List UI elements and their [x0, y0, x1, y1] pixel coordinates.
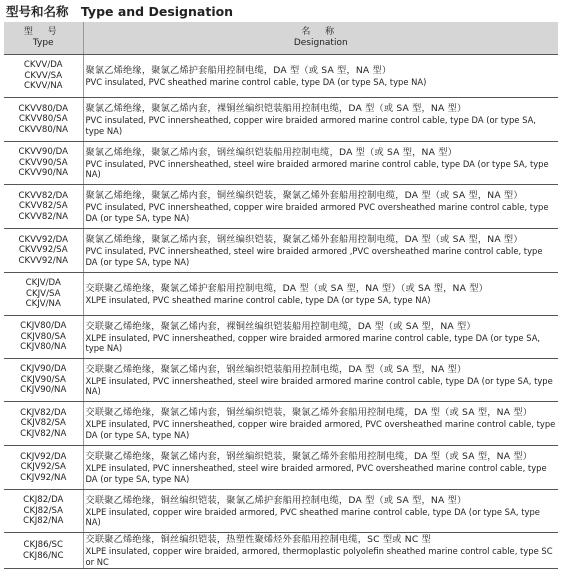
- type-code: CKVV92/DA: [18, 234, 69, 245]
- designation-cell: [83, 316, 558, 359]
- type-cell: [4, 446, 83, 490]
- designation-en: XLPE insulated, PVC innersheathed, steel wire braided armored, PVC oversheathed marine control cable, type DA (or type SA, type NA): [85, 463, 547, 484]
- designation-cell: [83, 229, 558, 273]
- type-code: CKJV82/SA: [20, 418, 66, 429]
- designation-cell: [83, 402, 558, 446]
- type-cell: [4, 98, 83, 142]
- designation-en: XLPE insulated, copper wire braided armored, PVC sheathed marine control cable, type DA (or type SA, type NA): [85, 506, 540, 527]
- type-code: CKJV82/DA: [20, 407, 67, 418]
- designation-zh: 交联聚乙烯绝缘，铜丝编织铠装，聚氯乙烯护套船用控制电缆，DA 型（或 SA 型，NA 型）: [85, 494, 467, 506]
- designation-en: PVC insulated, PVC innersheathed, copper wire braided armored PVC oversheathed marine control cable, type DA (or type SA, type NA): [85, 202, 549, 223]
- type-code: CKJV92/SA: [20, 462, 66, 473]
- header-type: [4, 22, 83, 55]
- page-title: [6, 3, 233, 21]
- type-code: CKJV80/NA: [20, 342, 67, 353]
- designation-cell: [83, 185, 558, 229]
- designation-zh: 交联聚乙烯绝缘，聚氯乙烯内套，钢丝编织铠装，聚氯乙烯外套船用控制电缆，DA 型（或 SA 型，NA 型）: [85, 451, 533, 462]
- type-cell: [4, 273, 83, 316]
- type-code: CKVV92/NA: [18, 255, 69, 266]
- header-type-zh: 型 号: [23, 27, 63, 37]
- table-row: [4, 273, 558, 316]
- type-code: CKJV90/SA: [20, 374, 66, 385]
- designation-en: XLPE insulated, PVC innersheathed, copper wire braided armored, PVC oversheathed marine control cable, type DA (or type SA, type NA): [85, 419, 556, 440]
- type-code: CKJV82/NA: [20, 428, 67, 439]
- designation-en: PVC insulated, PVC innersheathed, copper wire braided armored marine control cable, type DA (or type SA, type NA): [85, 115, 536, 136]
- type-code: CKVV90/NA: [18, 168, 69, 179]
- header-designation: [83, 22, 558, 55]
- designation-zh: 聚氯乙烯绝缘，聚氯乙烯内套，铜丝编织铠装，聚氯乙烯外套船用控制电缆，DA 型（或 SA 型，NA 型）: [85, 190, 523, 201]
- table-row: [4, 185, 558, 229]
- designation-zh: 交联聚乙烯绝缘，聚氯乙烯内套，裸铜丝编织铠装船用控制电缆，DA 型（或 SA 型，NA 型）: [85, 320, 476, 332]
- designation-cell: [83, 490, 558, 533]
- table-row: [4, 359, 558, 402]
- designation-zh: 交联聚乙烯绝缘，聚氯乙烯护套船用控制电缆，DA 型（或 SA 型，NA 型）（或 SA 型，NA 型）: [85, 282, 489, 294]
- type-code: CKJV92/DA: [20, 451, 67, 462]
- type-cell: [4, 533, 83, 569]
- designation-cell: [83, 359, 558, 402]
- page-title-en: Type and Designation: [80, 4, 234, 19]
- type-code: CKJV80/DA: [20, 321, 67, 332]
- designation-en: XLPE insulated, PVC innersheathed, steel wire braided armored marine control cable, type DA (or type SA, type NA): [85, 375, 553, 396]
- designation-en: PVC insulated, PVC sheathed marine control cable, type DA (or type SA, type NA): [85, 76, 427, 87]
- table-header-row: [4, 22, 558, 55]
- table-row: [4, 98, 558, 142]
- table-row: [4, 316, 558, 359]
- table-row: [4, 229, 558, 273]
- type-cell: [4, 55, 83, 98]
- type-cell: [4, 142, 83, 185]
- type-code: CKJV90/DA: [20, 364, 67, 375]
- type-cell: [4, 229, 83, 273]
- type-code: CKJV80/SA: [20, 331, 66, 342]
- type-code: CKVV/NA: [23, 81, 63, 92]
- table-row: [4, 533, 558, 569]
- designation-en: PVC insulated, PVC innersheathed, steel wire braided armored marine control cable, type DA (or type SA, type NA): [85, 158, 549, 179]
- type-cell: [4, 359, 83, 402]
- type-code: CKVV90/SA: [18, 157, 68, 168]
- header-type-en: Type: [32, 38, 54, 48]
- type-code: CKJV92/NA: [20, 472, 67, 483]
- header-designation-en: Designation: [293, 38, 348, 48]
- type-cell: [4, 316, 83, 359]
- type-code: CKJV90/NA: [20, 385, 67, 396]
- type-cell: [4, 185, 83, 229]
- type-code: CKVV80/DA: [18, 103, 69, 114]
- table-row: [4, 402, 558, 446]
- designation-zh: 聚氯乙烯绝缘，聚氯乙烯内套，钢丝编织铠装船用控制电缆，DA 型（或 SA 型，NA 型）: [85, 146, 457, 158]
- type-code: CKJ82/DA: [23, 495, 64, 506]
- type-cell: [4, 402, 83, 446]
- designation-en: XLPE insulated, PVC sheathed marine control cable, type DA (or type SA, type NA): [85, 294, 431, 305]
- designation-zh: 交联聚乙烯绝缘，聚氯乙烯内套，铜丝编织铠装，聚氯乙烯外套船用控制电缆，DA 型（或 SA 型，NA 型）: [85, 407, 533, 418]
- type-code: CKVV82/SA: [18, 201, 68, 212]
- type-code: CKVV82/DA: [18, 190, 69, 201]
- type-code: CKVV/SA: [24, 70, 63, 81]
- designation-zh: 聚氯乙烯绝缘，聚氯乙烯内套，裸铜丝编织铠装船用控制电缆，DA 型（或 SA 型，NA 型）: [85, 103, 467, 114]
- type-designation-table: [4, 22, 558, 569]
- table-body: [4, 55, 558, 569]
- type-code: CKVV90/DA: [18, 147, 69, 158]
- designation-cell: [83, 142, 558, 185]
- table-row: [4, 490, 558, 533]
- type-code: CKVV92/SA: [18, 245, 68, 256]
- type-code: CKJ82/NA: [23, 516, 64, 527]
- table-row: [4, 142, 558, 185]
- type-code: CKVV/DA: [23, 60, 63, 71]
- type-cell: [4, 490, 83, 533]
- designation-cell: [83, 98, 558, 142]
- designation-zh: 交联聚乙烯绝缘，聚氯乙烯内套，钢丝编织铠装船用控制电缆，DA 型（或 SA 型，NA 型）: [85, 363, 467, 375]
- type-code: CKJ86/NC: [23, 550, 64, 561]
- designation-cell: [83, 55, 558, 98]
- designation-en: PVC insulated, PVC innersheathed, steel wire braided armored ,PVC oversheathed marine control cable, type DA (or type SA, type NA): [85, 246, 543, 267]
- designation-zh: 交联聚乙烯绝缘，铜丝编织铠装，热塑性聚烯烃外套船用控制电缆，SC 型或 NC 型: [85, 534, 431, 545]
- table-row: [4, 55, 558, 98]
- type-code: CKJV/DA: [25, 278, 61, 289]
- type-code: CKJV/SA: [26, 288, 61, 299]
- type-code: CKVV80/SA: [18, 114, 68, 125]
- type-code: CKVV80/NA: [18, 124, 69, 135]
- designation-zh: 聚氯乙烯绝缘，聚氯乙烯内套，钢丝编织铠装，聚氯乙烯外套船用控制电缆，DA 型（或 SA 型，NA 型）: [85, 234, 523, 245]
- designation-cell: [83, 446, 558, 490]
- designation-cell: [83, 273, 558, 316]
- header-designation-zh: 名 称: [301, 27, 341, 37]
- designation-en: XLPE insulated, PVC innersheathed, copper wire braided armored marine control cable, type DA (or type SA, type NA): [85, 332, 541, 353]
- designation-en: XLPE insulated, copper wire braided, armored, thermoplastic polyolefin sheathed marine control cable, type SC or NC: [85, 546, 553, 567]
- designation-cell: [83, 533, 558, 569]
- table-row: [4, 446, 558, 490]
- type-code: CKVV82/NA: [18, 211, 69, 222]
- type-code: CKJ86/SC: [23, 540, 63, 550]
- designation-zh: 聚氯乙烯绝缘，聚氯乙烯护套船用控制电缆，DA 型（或 SA 型，NA 型）: [85, 64, 392, 76]
- page-title-zh: 型号和名称: [6, 4, 69, 19]
- type-code: CKJ82/SA: [23, 505, 63, 516]
- type-code: CKJV/NA: [25, 299, 61, 310]
